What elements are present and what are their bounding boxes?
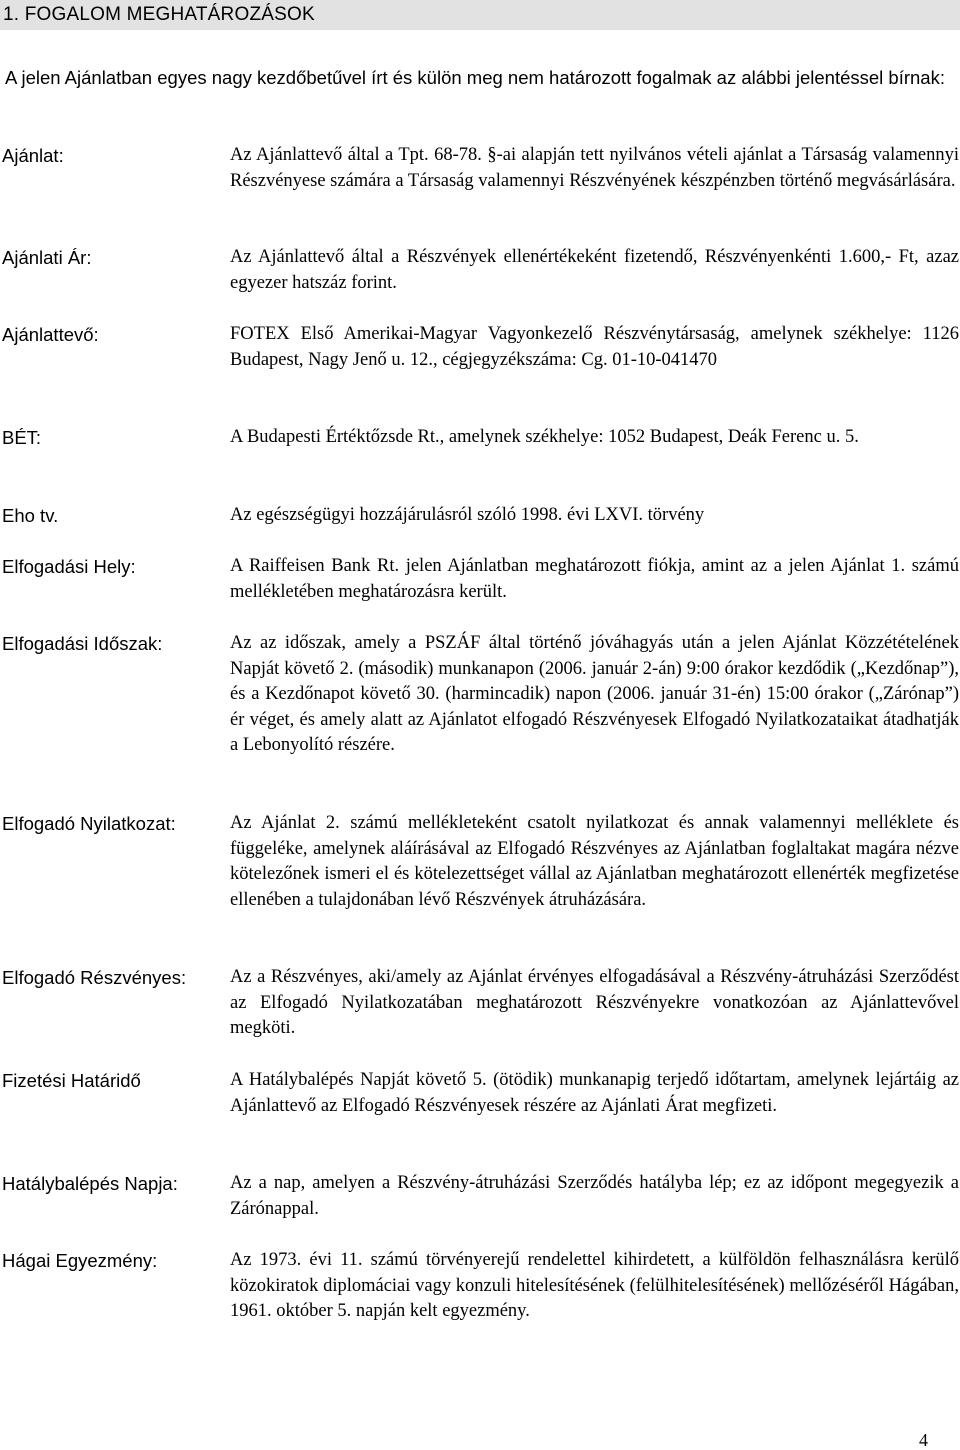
definition-eho-tv: Az egészségügyi hozzájárulásról szóló 1998. évi LXVI. törvény bbox=[230, 505, 705, 525]
section-title: 1. FOGALOM MEGHATÁROZÁSOK bbox=[3, 4, 315, 25]
term-elfogado-reszvenyes: Elfogadó Részvényes: bbox=[2, 967, 187, 988]
definition-bet: A Budapesti Értéktőzsde Rt., amelynek székhelye: 1052 Budapest, Deák Ferenc u. 5. bbox=[230, 427, 859, 447]
term-elfogado-nyilatkozat: Elfogadó Nyilatkozat: bbox=[2, 813, 176, 834]
term-ajanlati-ar: Ajánlati Ár: bbox=[2, 247, 92, 268]
definition-elfogado-reszvenyes: Az a Részvényes, aki/amely az Ajánlat érvényes elfogadásával a Részvény-átruházási Szerződést az Elfogadó Nyilatkozatában meghatározott Részvényekre vonatkozóan az Ajánlattevővel megköti. bbox=[230, 967, 959, 1039]
term-bet: BÉT: bbox=[2, 427, 42, 448]
definition-fizetesi-hatarido: A Hatálybalépés Napját követő 5. (ötödik) munkanapig terjedő időtartam, amelynek lejártáig az Ajánlattevő az Elfogadó Részvényesek részére az Ajánlati Árat megfizeti. bbox=[230, 1070, 959, 1116]
definition-elfogadasi-hely: A Raiffeisen Bank Rt. jelen Ajánlatban meghatározott fiókja, amint az a jelen Ajánlat 1. számú mellékletében meghatározásra került. bbox=[230, 556, 959, 602]
definition-ajanlattevo: FOTEX Első Amerikai-Magyar Vagyonkezelő Részvénytársaság, amelynek székhelye: 1126 Budapest, Nagy Jenő u. 12., cégjegyzékszáma: Cg. 01-10-041470 bbox=[230, 324, 959, 370]
definition-elfogadasi-idoszak: Az az időszak, amely a PSZÁF által történő jóváhagyás után a jelen Ajánlat Közzétételének Napját követő 2. (második) munkanapon (2006. január 2-án) 9:00 órakor kezdődik („Kezdőnap”), és a Kezdőnapot követő 30. (harmincadik) napon (2006. január 31-én) 15:00 órakor („Zárónap”) ér véget, és amely alatt az Ajánlatot elfogadó Részvényesek Elfogadó Nyilatkozataikat átadhatják a Lebonyolító részére. bbox=[230, 633, 959, 756]
term-hatalybalepes-napja: Hatálybalépés Napja: bbox=[2, 1173, 178, 1194]
term-elfogadasi-idoszak: Elfogadási Időszak: bbox=[2, 633, 163, 654]
term-ajanlat: Ajánlat: bbox=[2, 145, 64, 166]
term-ajanlattevo: Ajánlattevő: bbox=[2, 324, 99, 345]
section-header-bar bbox=[0, 0, 960, 30]
definition-elfogado-nyilatkozat: Az Ajánlat 2. számú mellékleteként csatolt nyilatkozat és annak valamennyi melléklete és függeléke, amelynek aláírásával az Elfogadó Részvényes az Ajánlatban foglaltakat magára nézve kötelezőnek ismeri el és kötelezettséget vállal az Ajánlatban meghatározott ellenérték megfizetése ellenében a tulajdonában lévő Részvények átruházására. bbox=[230, 813, 959, 910]
definition-ajanlat: Az Ajánlattevő által a Tpt. 68-78. §-ai alapján tett nyilvános vételi ajánlat a Társaság valamennyi Részvényese számára a Társaság valamennyi Részvényének készpénzben történő megvásárlására. bbox=[230, 145, 959, 191]
term-elfogadasi-hely: Elfogadási Hely: bbox=[2, 556, 136, 577]
definition-hatalybalepes-napja: Az a nap, amelyen a Részvény-átruházási Szerződés hatályba lép; ez az időpont megegyezik a Zárónappal. bbox=[230, 1173, 959, 1219]
term-hagai-egyezmeny: Hágai Egyezmény: bbox=[2, 1250, 158, 1271]
term-eho-tv: Eho tv. bbox=[2, 505, 59, 526]
intro-paragraph: A jelen Ajánlatban egyes nagy kezdőbetűvel írt és külön meg nem határozott fogalmak az alábbi jelentéssel bírnak: bbox=[5, 67, 945, 88]
definition-ajanlati-ar: Az Ajánlattevő által a Részvények ellenértékeként fizetendő, Részvényenkénti 1.600,- Ft, azaz egyezer hatszáz forint. bbox=[230, 247, 959, 293]
page-number: 4 bbox=[919, 1430, 928, 1450]
term-fizetesi-hatarido: Fizetési Határidő bbox=[2, 1070, 141, 1091]
definition-hagai-egyezmeny: Az 1973. évi 11. számú törvényerejű rendelettel kihirdetett, a külföldön felhasználásra kerülő közokiratok diplomáciai vagy konzuli hitelesítésének (felülhitelesítésének) mellőzéséről Hágában, 1961. október 5. napján kelt egyezmény. bbox=[230, 1250, 959, 1322]
